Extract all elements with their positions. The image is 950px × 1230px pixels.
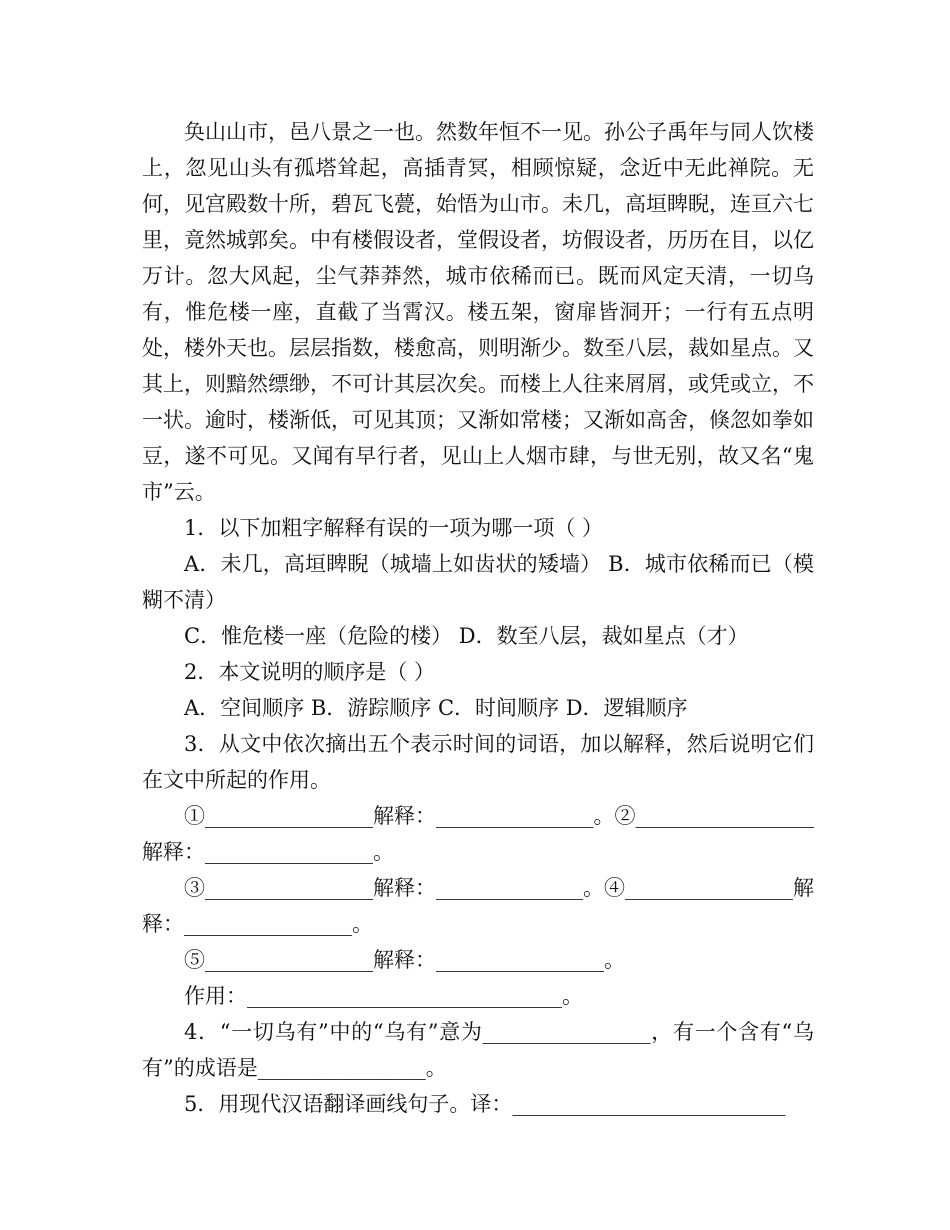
question-3-blank-3-4: ③________________解释：______________。④________________解释：________________。 <box>142 876 814 936</box>
question-2: 2．本文说明的顺序是（ ） <box>184 660 436 684</box>
question-1: 1．以下加粗字解释有误的一项为哪一项（ ） <box>184 516 604 540</box>
passage-text: 奂山山市，邑八景之一也。然数年恒不一见。孙公子禹年与同人饮楼上，忽见山头有孤塔耸起，高插青冥，相顾惊疑，念近中无此禅院。无何，见宫殿数十所，碧瓦飞甍，始悟为山市。未几，高垣睥睨，连亘六七里，竟然城郭矣。中有楼假设者，堂假设者，坊假设者，历历在目，以亿万计。忽大风起，尘气莽莽然，城市依稀而已。既而风定天清，一切乌有，惟危楼一座，直截了当霄汉。楼五架，窗扉皆洞开；一行有五点明处，楼外天也。层层指数，楼愈高，则明渐少。数至八层，裁如星点。又其上，则黯然缥缈，不可计其层次矣。而楼上人往来屑屑，或凭或立，不一状。逾时，楼渐低，可见其顶；又渐如常楼；又渐如高舍，倏忽如拳如豆，遂不可见。又闻有早行者，见山上人烟市肆，与世无别，故又名“鬼市”云。 <box>142 120 814 504</box>
question-3: 3．从文中依次摘出五个表示时间的词语，加以解释，然后说明它们在文中所起的作用。 <box>142 732 814 792</box>
question-2-options: A．空间顺序 B．游踪顺序 C．时间顺序 D．逻辑顺序 <box>184 696 688 720</box>
question-4: 4．“一切乌有”中的“乌有”意为________________，有一个含有“乌有”的成语是________________。 <box>142 1020 814 1080</box>
question-3-blank-5: ⑤________________解释：________________。 <box>184 948 625 972</box>
question-3-blank-1-2: ①________________解释：_______________。②_________________解释：________________。 <box>142 804 814 864</box>
question-1-options-cd: C．惟危楼一座（危险的楼） D．数至八层，裁如星点（才） <box>184 624 749 648</box>
question-3-effect: 作用：______________________________。 <box>184 984 583 1008</box>
question-5: 5．用现代汉语翻译画线句子。译：__________________________ <box>184 1092 786 1116</box>
document-page <box>142 114 814 1122</box>
question-1-options-ab: A．未几，高垣睥睨（城墙上如齿状的矮墙） B．城市依稀而已（模糊不清） <box>142 552 814 612</box>
